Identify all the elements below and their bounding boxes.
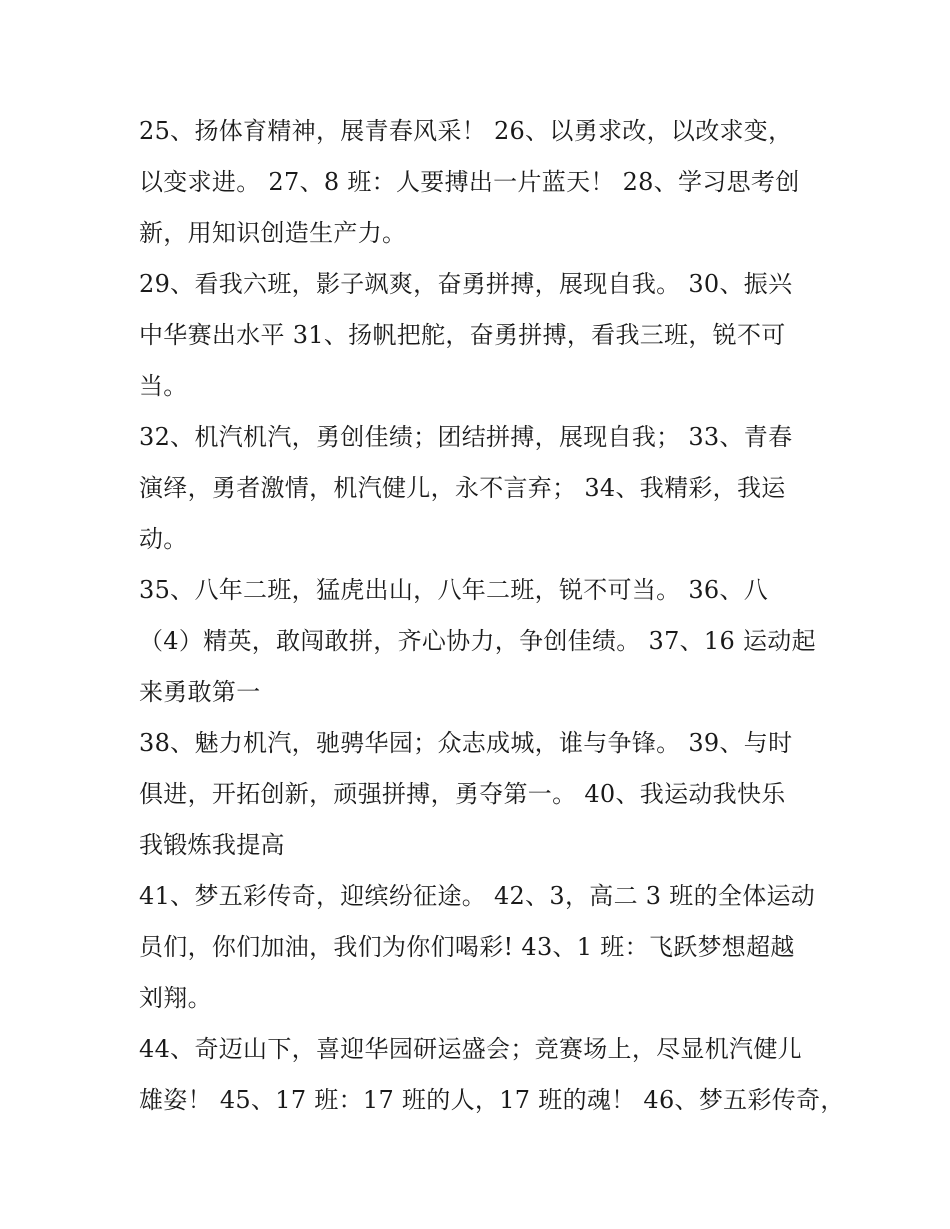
text-line: 刘翔。 (139, 984, 212, 1012)
text-line: 32、机汽机汽，勇创佳绩；团结拼搏，展现自我； 33、青春 (139, 423, 793, 451)
text-line: 25、扬体育精神，展青春风采！ 26、以勇求改，以改求变， (139, 117, 793, 145)
text-line: （4）精英，敢闯敢拼，齐心协力，争创佳绩。 37、16 运动起 (139, 627, 816, 655)
slogan-text-body (139, 106, 845, 1126)
text-line: 员们，你们加油，我们为你们喝彩! 43、1 班：飞跃梦想超越 (139, 933, 795, 961)
text-line: 演绎，勇者激情，机汽健儿，永不言弃； 34、我精彩，我运 (139, 474, 786, 502)
text-line: 我锻炼我提高 (139, 831, 285, 859)
text-line: 新，用知识创造生产力。 (139, 219, 407, 247)
text-line: 雄姿！ 45、17 班：17 班的人，17 班的魂！ 46、梦五彩传奇， (139, 1086, 845, 1114)
text-line: 动。 (139, 525, 188, 553)
text-line: 38、魅力机汽，驰骋华园；众志成城，谁与争锋。 39、与时 (139, 729, 793, 757)
text-line: 中华赛出水平 31、扬帆把舵，奋勇拼搏，看我三班，锐不可 (139, 321, 786, 349)
text-line: 44、奇迈山下，喜迎华园研运盛会；竞赛场上，尽显机汽健儿 (139, 1035, 802, 1063)
text-line: 俱进，开拓创新，顽强拼搏，勇夺第一。 40、我运动我快乐 (139, 780, 786, 808)
text-line: 41、梦五彩传奇，迎缤纷征途。 42、3，高二 3 班的全体运动 (139, 882, 816, 910)
text-line: 当。 (139, 372, 188, 400)
text-line: 29、看我六班，影子飒爽，奋勇拼搏，展现自我。 30、振兴 (139, 270, 793, 298)
text-line: 35、八年二班，猛虎出山，八年二班，锐不可当。 36、八 (139, 576, 769, 604)
text-line: 来勇敢第一 (139, 678, 261, 706)
text-line: 以变求进。 27、8 班：人要搏出一片蓝天！ 28、学习思考创 (139, 168, 800, 196)
